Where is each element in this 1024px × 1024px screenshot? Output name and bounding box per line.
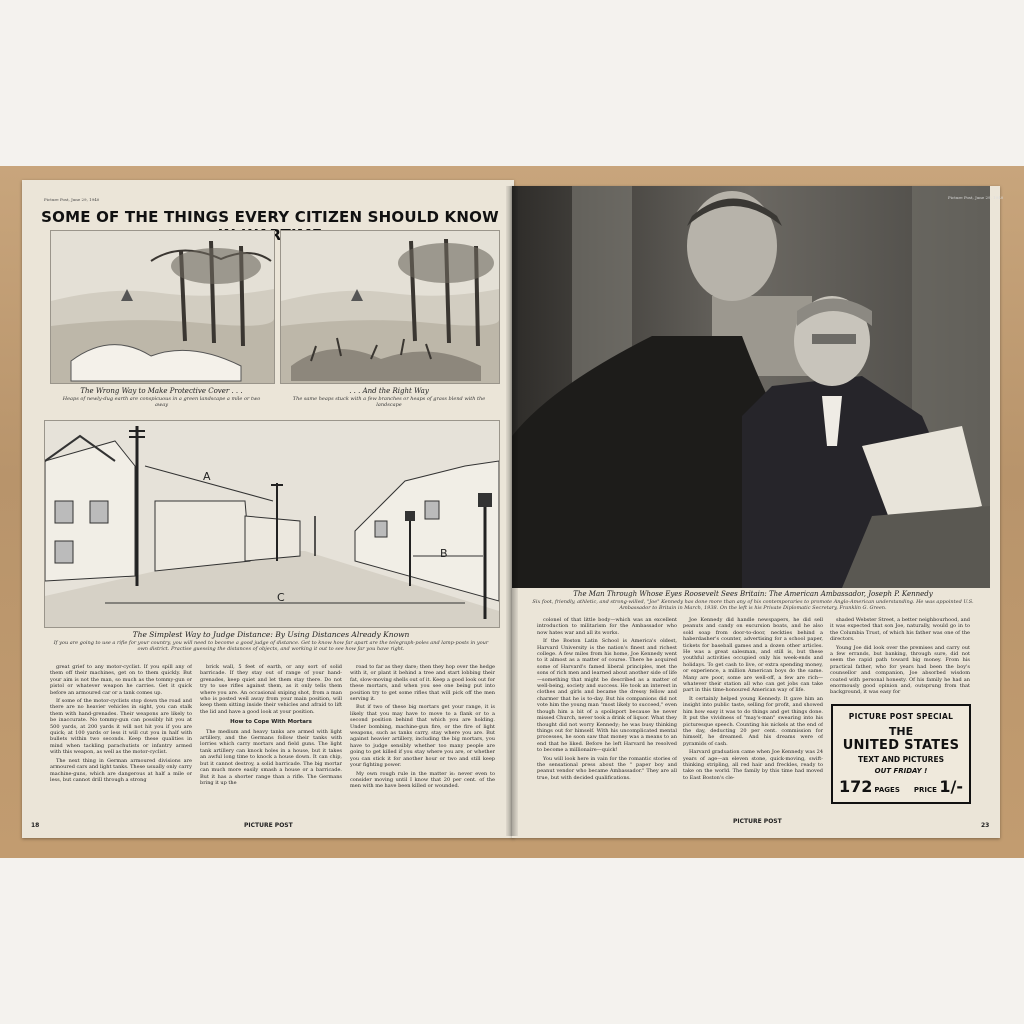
right-col2-para: Harvard graduation came when Joe Kennedy was 24 years of age—an eleven stone, quick-moving, swift-thinking stripling, all red hair and freckles, ready to take on the world. The family by this time had moved to East Boston's cle-	[683, 749, 823, 781]
judge-distance-caption-title: The Simplest Way to Judge Distance: By Using Distances Already Known	[132, 630, 410, 639]
ad-pages-word: PAGES	[874, 786, 900, 794]
ad-line-special: PICTURE POST SPECIAL	[848, 712, 954, 721]
photo-caption-title: The Man Through Whose Eyes Roosevelt Sees Britain: The American Ambassador, Joseph P. Kennedy	[573, 590, 933, 598]
left-col3-para: My own rough rule in the matter is: never even to consider moving until I know that 20 per cent. of the men with me have been killed or wounded.	[350, 770, 495, 790]
ad-price-word: PRICE	[913, 786, 937, 794]
left-column-2	[200, 664, 342, 804]
ad-price	[914, 777, 963, 796]
right-col3-para: Young Joe did look over the premises and carry out a few errands, but banking, through sure, did not seem the rapid path toward big money. From his practical father, who for years had been the boy's counsellor and companion, Joe absorbed wisdom coated with personal honesty. Of his family he had an enormously good opinion and, outsprung from that background, it was easy for	[830, 644, 970, 696]
ad-pages	[839, 777, 900, 796]
right-col1-para: You will look here in vain for the romantic stories of the sensational press about the " paper boy and peanut vendor who became Ambassador." They are all true, but with decided qualifications.	[537, 755, 677, 781]
ad-line-united-states: UNITED STATES	[842, 738, 960, 753]
right-col2-para: Joe Kennedy did handle newspapers, he did sell peanuts and candy on excursion boats, and he also sold soap from door-to-door, neckties behind a haberdasher's counter, advertising for a school paper, tickets for baseball games and a dozen other articles. He was a great salesman, and still is, but these youthful activities occupied only his week-ends and holidays. To get cash to live, or extra spending money, or experience, a million American boys do the same. Many are poor, some are well-off, a few are rich—whatever their station all who can get jobs can take part in this time-honoured American way of life.	[683, 617, 823, 694]
left-col2-para: brick wall, 5 feet of earth, or any sort of solid barricade. If they stay out of range of your hand-grenades, keep quiet and let them stay there. Do not try to use rifles against them, as it only tells them where you are. An occasional sniping shot, from a man who is posted well away from your main position, will keep them sitting inside their vehicles and afraid to lift the lid and have a good look at your position.	[200, 664, 342, 715]
right-cover-caption-subtitle: The same heaps stuck with a few branches or heaps of grass blend with the landscape	[292, 396, 486, 408]
ad-line-out-friday: OUT FRIDAY !	[874, 767, 928, 775]
ad-pages-number: 172	[839, 777, 873, 796]
judge-distance-caption-subtitle: If you are going to use a rifle for your country, you will need to become a good judge of distance. Get to know how far apart are the telegraph-poles and lamp-posts in your own district. Practise guessing the distances of objects, and working it out to see how far you have right.	[53, 640, 489, 652]
ad-line-the: THE	[888, 725, 914, 738]
right-column-2	[683, 617, 823, 805]
wrong-cover-caption-subtitle: Heaps of newly-dug earth are conspicuous in a green landscape a mile or two away	[62, 396, 261, 408]
right-column-1	[537, 617, 677, 805]
left-footer-title: PICTURE POST	[244, 822, 293, 829]
right-col1-para: colonel of that little body—which was an excellent introduction to militarism for the Ambassador who now hates war and all its works.	[537, 617, 677, 636]
left-page-number: 18	[31, 822, 40, 829]
right-page-number: 23	[981, 822, 990, 829]
ad-line-text-pictures: TEXT AND PICTURES	[858, 755, 944, 764]
right-footer-title: PICTURE POST	[733, 818, 782, 825]
illustration-right-cover	[280, 230, 500, 384]
magazine-spine-gutter	[506, 186, 518, 836]
photo-drawing	[512, 186, 990, 588]
right-col2-para: It certainly helped young Kennedy. It gave him an insight into public taste, selling for profit, and showed him how easy it was to do things and get things done. It put the vividness of "may's-man" swearing into his picturesque speech. Counting his nickels at the end of the day, deducting 20 per cent. commission for himself, he dreamed. And his dreams were of pyramids of cash.	[683, 695, 823, 747]
left-col2-para: The medium and heavy tanks are armed with light artillery, and the Germans follow their tanks with lorries which carry mortars and field guns. The light tank artillery can knock holes in a house, but it takes an awful long time to knock a house down. It can chip, but it cannot destroy, a solid barricade. The big mortar can much more easily smash a house or a barricade. But it has a shorter range than a rifle. The Germans bring it up the	[200, 728, 342, 786]
left-col3-para: road to far as they dare; then they hop over the hedge with it, or plant it behind a tree and start lobbing their fat, slow-moving shells out of it. Keep a good look out for these mortars, and when you see one being put into position try to get some rifles that will pick off the men serving it.	[350, 664, 495, 703]
distance-label-a: A	[203, 470, 211, 483]
ad-price-value: 1/-	[939, 777, 963, 796]
united-states-special-advert	[831, 704, 971, 804]
kennedy-photograph	[512, 186, 990, 588]
left-col1-para: If some of the motor-cyclists stop down the road and there are no heavier vehicles in sight, you can stalk them with hand-grenades. Their weapons are likely to be inaccurate. No tommy-gun can possibly hit you at 500 yards, at 200 yards it will not hit you if you are quick; at 100 yards or less it will cut you in half with bullets within two seconds. Keep these qualities in mind when tackling parachutists or infantry armed with this weapon, as well as the motor-cyclist.	[50, 698, 192, 756]
right-cover-drawing	[281, 231, 499, 383]
ad-pages-price-row	[839, 777, 963, 796]
left-column-3	[350, 664, 495, 804]
right-col3-para: shaded Webster Street, a better neighbourhood, and it was expected that son Joe, naturally, would go in to the Columbia Trust, of which his father was one of the directors.	[830, 617, 970, 643]
left-column-1	[50, 664, 192, 804]
illustration-judge-distance	[44, 420, 500, 628]
street-distance-drawing	[45, 421, 499, 627]
wrong-cover-drawing	[51, 231, 274, 383]
wrong-cover-caption-title: The Wrong Way to Make Protective Cover . . .	[80, 387, 243, 395]
left-col1-para: great grief to any motor-cyclist. If you spill any of them off their machines, get on to them quickly. But your aim is not the man, so much as the tommy-gun or pistol or whatever weapon he carries. Get it quick before an armoured car or a tank comes up.	[50, 664, 192, 696]
right-col1-para: If the Boston Latin School is America's oldest, Harvard University is the nation's finest and richest college. A few miles from his home, Joe Kennedy went to it almost as a matter of course. There he acquired some of Harvard's famed liberal principles, met the sons of rich men and learned about another side of life—something that might be described as a matter of well-being, society and success. He took an interest in clothes and girls and became the dressy fellow and charmer that he is to-day. But his companions did not vote him the young man "most likely to succeed," even though him a bit of a spoilsport because he never missed Church, never took a drink of liquor. What they thought did not worry Kennedy; he was busy thinking things out for himself. With his uncomplicated mental processes, he soon saw that money was a means to an end that he liked. Before he left Harvard he resolved to become a millionaire—quick!	[537, 638, 677, 754]
right-cover-caption-title: . . . And the Right Way	[349, 387, 429, 395]
right-header-date: Picture Post, June 29, 1940	[948, 195, 1004, 200]
left-headline: SOME OF THE THINGS EVERY CITIZEN SHOULD KNOW	[41, 208, 499, 226]
mortars-subhead: How to Cope With Mortars	[230, 719, 312, 726]
illustration-wrong-cover	[50, 230, 275, 384]
photo-caption-subtitle: Six foot, friendly, athletic, and strong-willed, "Joe" Kennedy has done more than any of his contemporaries to promote Anglo-American understanding. He was appointed U.S. Ambassador to Britain in March, 1938. On the left is his Private Diplomatic Secretary, Franklin G. Green.	[532, 599, 974, 611]
left-col3-para: But if two of these big mortars get your range, it is likely that you may have to move to a flank or to a second position behind that which you are holding. Under bombing, machine-gun fire, or the fire of light weapons, such as tanks carry, stay where you are. But against heavier artillery, including the big mortars, you have to judge sensibly whether too many people are going to get killed if you stay where you are, or whether you can stick it for another hour or two and still keep your fighting power.	[350, 704, 495, 769]
right-column-3	[830, 617, 970, 699]
left-col1-para: The next thing in German armoured divisions are armoured cars and light tanks. These usually only carry machine-guns, which are dangerous at half a mile or less, but cannot drill through a strong	[50, 757, 192, 783]
distance-label-c: C	[277, 591, 285, 604]
left-header-date: Picture Post, June 29, 1940	[44, 197, 100, 202]
distance-label-b: B	[440, 547, 448, 560]
